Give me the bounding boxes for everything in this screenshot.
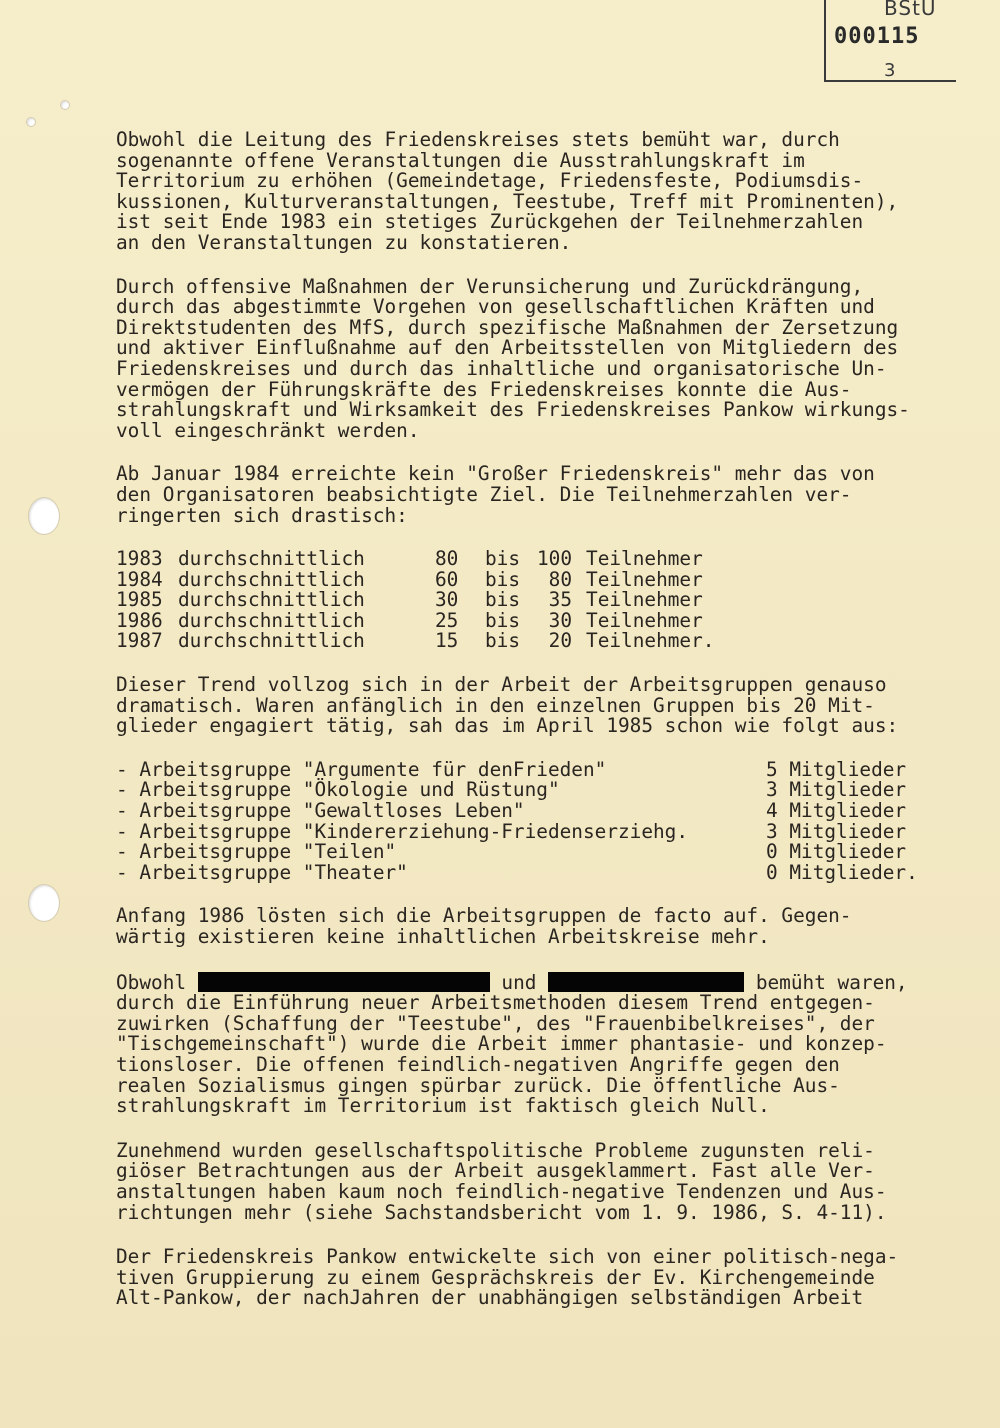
stat-to: 100	[537, 547, 573, 571]
stat-label: durchschnittlich	[178, 547, 365, 571]
punch-hole-small	[60, 100, 70, 110]
list-item	[116, 801, 976, 822]
list-item	[116, 567, 976, 591]
list-item	[116, 608, 976, 632]
list-item	[116, 842, 976, 863]
stat-bis: bis	[485, 588, 521, 612]
archive-stamp	[824, 0, 956, 82]
stat-unit: Teilnehmer	[586, 547, 703, 571]
text-line: Durch offensive Maßnahmen der Verunsicherung und Zurückdrängung,	[116, 274, 864, 298]
text-line: wärtig existieren keine inhaltlichen Arbeitskreise mehr.	[116, 925, 770, 948]
text-line: ringerten sich drastisch:	[116, 503, 408, 527]
punch-hole-small	[26, 117, 36, 127]
stat-year: 1986	[116, 608, 163, 632]
text-line: Zunehmend wurden gesellschaftspolitische Probleme zugunsten reli-	[116, 1138, 875, 1162]
paragraph-1	[116, 130, 976, 254]
stat-bis: bis	[485, 547, 521, 571]
stamp-number: 000115	[834, 24, 920, 49]
text-line: Friedenskreises und durch das inhaltliche und organisatorische Un-	[116, 356, 887, 380]
redaction-bar	[198, 972, 490, 992]
stat-from: 60	[435, 567, 459, 591]
text-line: strahlungskraft im Territorium ist faktisch gleich Null.	[116, 1094, 770, 1118]
list-item	[116, 819, 976, 843]
stat-unit: Teilnehmer	[586, 567, 703, 591]
list-item	[116, 757, 976, 781]
stat-label: durchschnittlich	[178, 608, 365, 632]
text-fragment: und	[501, 970, 537, 994]
text-line: Ab Januar 1984 erreichte kein "Großer Friedenskreis" mehr das von	[116, 462, 875, 486]
text-line: durch die Einführung neuer Arbeitsmethoden diesem Trend entgegen-	[116, 991, 875, 1015]
stat-year: 1985	[116, 588, 163, 612]
text-line: glieder engagiert tätig, sah das im April 1985 schon wie folgt aus:	[116, 714, 899, 738]
stat-from: 15	[435, 629, 459, 653]
text-fragment: Obwohl	[116, 970, 187, 994]
text-line: Alt-Pankow, der nachJahren der unabhängigen selbständigen Arbeit	[116, 1286, 864, 1310]
stat-unit: Teilnehmer.	[586, 629, 715, 653]
working-groups-list	[116, 757, 976, 884]
paragraph-7	[116, 1138, 976, 1224]
participant-stats-list	[116, 549, 976, 652]
text-line	[116, 972, 976, 994]
group-members: 0 Mitglieder.	[766, 860, 918, 884]
text-line: dramatisch. Waren anfänglich in den einzelnen Gruppen bis 20 Mit-	[116, 693, 875, 717]
text-line: "Tischgemeinschaft") wurde die Arbeit immer phantasie- und konzep-	[116, 1032, 887, 1056]
stat-year: 1983	[116, 547, 163, 571]
text-line: Anfang 1986 lösten sich die Arbeitsgruppen de facto auf. Gegen-	[116, 904, 852, 928]
stat-year: 1987	[116, 629, 163, 653]
paragraph-3	[116, 464, 976, 526]
stat-from: 30	[435, 588, 459, 612]
stamp-page-number: 3	[884, 60, 896, 81]
stat-label: durchschnittlich	[178, 629, 365, 653]
text-line: Obwohl die Leitung des Friedenskreises stets bemüht war, durch	[116, 128, 840, 151]
stat-year: 1984	[116, 567, 163, 591]
text-line: Der Friedenskreis Pankow entwickelte sich von einer politisch-nega-	[116, 1245, 899, 1269]
paragraph-6	[116, 972, 976, 1117]
list-item	[116, 860, 976, 884]
text-line: durch das abgestimmte Vorgehen von gesellschaftlichen Kräften und	[116, 295, 875, 319]
text-line: anstaltungen haben kaum noch feindlich-negative Tendenzen und Aus-	[116, 1179, 887, 1203]
text-line: tiven Gruppierung zu einem Gesprächskreis der Ev. Kirchengemeinde	[116, 1265, 875, 1289]
text-line: ist seit Ende 1983 ein stetiges Zurückgehen der Teilnehmerzahlen	[116, 210, 864, 234]
group-members: 0 Mitglieder	[766, 840, 907, 864]
text-fragment: bemüht waren,	[755, 970, 908, 994]
document-body	[116, 130, 976, 1309]
group-name: - Arbeitsgruppe "Teilen"	[116, 840, 397, 864]
text-line: giöser Betrachtungen aus der Arbeit ausgeklammert. Fast alle Ver-	[116, 1159, 875, 1183]
text-line: realen Sozialismus gingen spürbar zurück. Die öffentliche Aus-	[116, 1073, 840, 1097]
stat-from: 25	[435, 608, 459, 632]
redaction-bar	[548, 972, 744, 992]
stamp-title: BStU	[884, 0, 937, 20]
stat-to: 80	[548, 567, 573, 591]
text-line: und aktiver Einflußnahme auf den Arbeitsstellen von Mitgliedern des	[116, 336, 899, 360]
stat-bis: bis	[485, 567, 521, 591]
list-item	[116, 780, 976, 801]
stat-to: 35	[548, 588, 573, 612]
paragraph-8	[116, 1247, 976, 1309]
group-name: - Arbeitsgruppe "Argumente für denFrieden"	[116, 757, 607, 781]
paragraph-2	[116, 274, 976, 442]
text-line: strahlungskraft und Wirksamkeit des Friedenskreises Pankow wirkungs-	[116, 398, 910, 422]
text-line: kussionen, Kulturveranstaltungen, Teestube, Treff mit Prominenten),	[116, 189, 899, 213]
text-line: zuwirken (Schaffung der "Teestube", des "Frauenbibelkreises", der	[116, 1011, 875, 1035]
text-line: sogenannte offene Veranstaltungen die Ausstrahlungskraft im	[116, 148, 805, 172]
text-line: den Organisatoren beabsichtigte Ziel. Die Teilnehmerzahlen ver-	[116, 482, 852, 506]
list-item	[116, 590, 976, 611]
stat-from: 80	[435, 547, 459, 571]
punch-hole-large	[28, 884, 60, 922]
text-line: Direktstudenten des MfS, durch spezifische Maßnahmen der Zersetzung	[116, 315, 899, 339]
stat-unit: Teilnehmer	[586, 588, 703, 612]
text-line: Territorium zu erhöhen (Gemeindetage, Friedensfeste, Podiumsdis-	[116, 169, 864, 193]
text-line: vermögen der Führungskräfte des Friedenskreises konnte die Aus-	[116, 377, 852, 401]
group-members: 3 Mitglieder	[766, 778, 907, 802]
list-item	[116, 549, 976, 570]
stat-bis: bis	[485, 608, 521, 632]
group-name: - Arbeitsgruppe "Ökologie und Rüstung"	[116, 778, 560, 802]
stat-label: durchschnittlich	[178, 567, 365, 591]
text-line: Dieser Trend vollzog sich in der Arbeit der Arbeitsgruppen genauso	[116, 673, 887, 697]
group-name: - Arbeitsgruppe "Gewaltloses Leben"	[116, 799, 525, 823]
group-name: - Arbeitsgruppe "Theater"	[116, 860, 408, 884]
text-line: richtungen mehr (siehe Sachstandsbericht vom 1. 9. 1986, S. 4-11).	[116, 1200, 887, 1224]
stat-to: 30	[548, 608, 573, 632]
text-line: tionsloser. Die offenen feindlich-negativen Angriffe gegen den	[116, 1052, 840, 1076]
stat-label: durchschnittlich	[178, 588, 365, 612]
stat-to: 20	[548, 629, 573, 653]
stat-unit: Teilnehmer	[586, 608, 703, 632]
punch-hole-large	[28, 497, 60, 535]
list-item	[116, 631, 976, 652]
group-name: - Arbeitsgruppe "Kindererziehung-Friedenserziehg.	[116, 819, 689, 843]
group-members: 5 Mitglieder	[766, 757, 907, 781]
paragraph-4	[116, 675, 976, 737]
text-line: voll eingeschränkt werden.	[116, 418, 420, 442]
stat-bis: bis	[485, 629, 521, 653]
group-members: 3 Mitglieder	[766, 819, 907, 843]
text-line: an den Veranstaltungen zu konstatieren.	[116, 230, 572, 254]
group-members: 4 Mitglieder	[766, 799, 907, 823]
paragraph-5	[116, 906, 976, 947]
